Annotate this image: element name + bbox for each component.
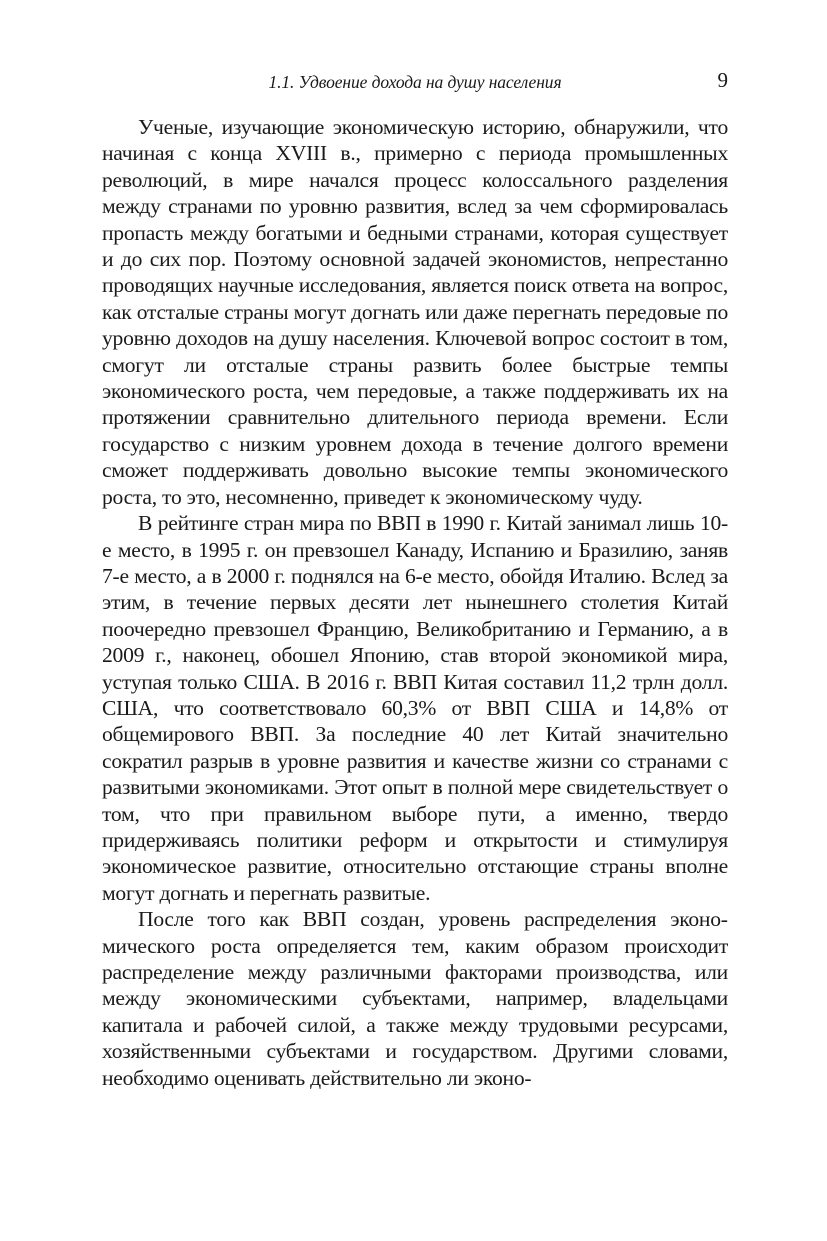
paragraph-2: В рейтинге стран мира по ВВП в 1990 г. Китай занимал лишь 10-е место, в 1995 г. он превзошел Канаду, Испанию и Бразилию, заняв 7-е место, а в 2000 г. поднялся на 6-е место, обойдя Италию. Вслед за этим, в течение первых десяти лет нынешнего столетия Китай поочередно превзошел Францию, Великобританию и Германию, а в 2009 г., наконец, обошел Японию, став второй экономикой мира, уступая только США. В 2016 г. ВВП Китая составил 11,2 трлн долл. США, что соответствовало 60,3% от ВВП США и 14,8% от общемирового ВВП. За последние 40 лет Китай значительно сократил разрыв в уровне развития и качестве жизни со странами с развитыми экономиками. Этот опыт в полной мере свидетельствует о том, что при правильном выборе пути, а именно, твердо придерживаясь политики реформ и открытости и стимулируя экономическое развитие, относительно отстающие страны вполне могут догнать и перегнать развитые.	[102, 511, 728, 905]
paragraph-3: После того как ВВП создан, уровень распределения экономического роста определяется тем, каким образом происходит распределение между различными факторами производства, или между экономическими субъектами, например, владельцами капитала и рабочей силой, а также между трудовыми ресурсами, хозяйственными субъектами и государством. Другими словами, необходимо оценивать действительно ли эконо-	[102, 907, 728, 1090]
page-number: 9	[717, 68, 728, 92]
book-page	[102, 66, 728, 1091]
paragraph-1: Ученые, изучающие экономическую историю, обнаружили, что начиная с конца XVIII в., примерно с периода промышленных революций, в мире начался процесс колоссального разделения между странами по уровню развития, вслед за чем сформировалась пропасть между богатыми и бедными странами, которая существует и до сих пор. Поэтому основной задачей экономистов, непрестанно проводящих научные исследования, является поиск ответа на вопрос, как отсталые страны могут догнать или даже перегнать передовые по уровню доходов на душу населения. Ключевой вопрос состоит в том, смогут ли отсталые страны развить более быстрые темпы экономического роста, чем передовые, а также поддерживать их на протяжении сравнительно длительного периода времени. Если государство с низким уровнем дохода в течение долгого времени сможет поддерживать довольно высокие темпы экономического роста, то это, несомненно, приведет к экономическому чуду.	[102, 115, 728, 509]
body-text	[102, 114, 728, 1091]
running-head	[102, 66, 728, 100]
running-title: 1.1. Удвоение дохода на душу населения	[268, 72, 562, 92]
